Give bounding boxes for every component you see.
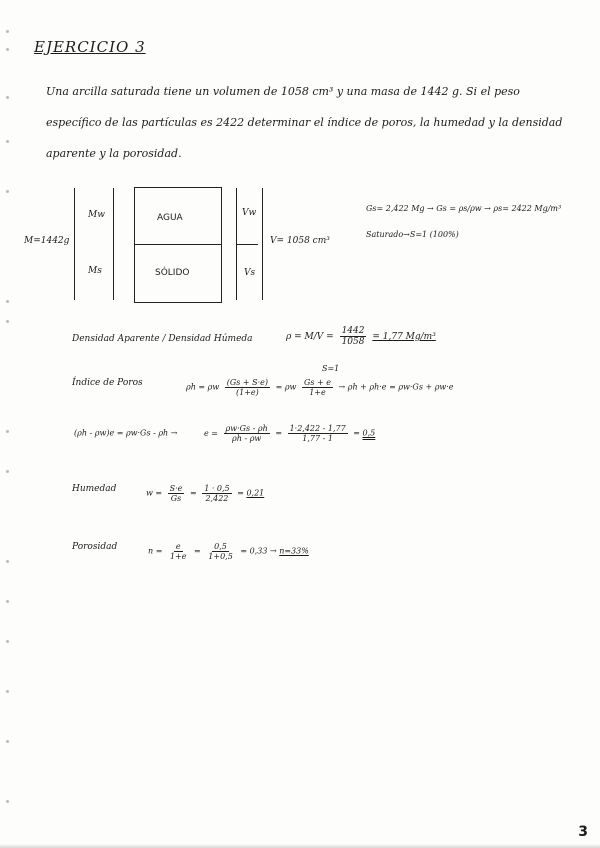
ms-label: Ms: [88, 266, 102, 276]
humidity-label: Humedad: [72, 484, 117, 494]
density-lhs: ρ = M/V =: [286, 332, 334, 342]
void-ratio-equation-1: [186, 378, 454, 397]
void-ratio-expr3: → ρh + ρh·e = ρw·Gs + ρw·e: [338, 382, 454, 392]
void-ratio-equation-2: (ρh - ρw)e = ρw·Gs - ρh → e = $\frac{\rho w\cdot Gs - \rho h}{\rho h - \rho w}$ = $\frac{1\cdot 2,422 - 1,77}{1,77 - 1}$ = 0,5: [74, 424, 376, 443]
void-ratio-result: 0,5: [362, 428, 376, 438]
void-ratio-expr2: = ρw: [275, 382, 297, 392]
phase-box: [134, 187, 222, 303]
solid-phase-label: SÓLIDO: [155, 268, 190, 278]
humidity-result: 0,21: [246, 488, 265, 498]
density-equation: [286, 326, 436, 347]
humidity-frac2-num: 1 · 0,5: [204, 484, 230, 493]
porosity-equation: n = $\frac{e}{1+e}$ = $\frac{0,5}{1+0,5}$ = 0,33 → n=33%: [148, 542, 309, 561]
humidity-frac1-den: Gs: [170, 494, 182, 503]
void-ratio-line2-lhs: (ρh - ρw)e = ρw·Gs - ρh →: [74, 428, 178, 438]
vw-label: Vw: [242, 208, 257, 218]
void-ratio-label: Índice de Poros: [72, 378, 143, 388]
void-ratio-line2-mid: e =: [204, 428, 218, 438]
page-number: 3: [578, 824, 588, 840]
problem-line-2: específico de las partículas es 2422 determinar el índice de poros, la humedad y la densidad: [46, 116, 563, 129]
humidity-lhs: w =: [146, 488, 163, 498]
void-ratio-frac1-num: (Gs + S·e): [226, 378, 269, 387]
density-numerator: 1442: [341, 326, 365, 336]
porosity-lhs: n =: [148, 546, 163, 556]
gs-equation: Gs= 2,422 Mg → Gs = ρs/ρw → ρs= 2422 Mg/m³: [366, 204, 562, 213]
density-label: Densidad Aparente / Densidad Húmeda: [72, 334, 253, 344]
water-phase-label: AGUA: [157, 213, 183, 223]
saturated-note: Saturado→S=1 (100%): [366, 230, 459, 239]
void-ratio-frac2-den: 1+e: [309, 388, 326, 397]
porosity-result: n=33%: [279, 546, 309, 556]
void-ratio-frac2-num: Gs + e: [303, 378, 331, 387]
total-volume-label: V= 1058 cm³: [270, 236, 330, 246]
problem-line-3: aparente y la porosidad.: [46, 147, 182, 160]
void-ratio-frac4-den: 1,77 - 1: [302, 434, 333, 443]
void-ratio-expr1: ρh = ρw: [186, 382, 220, 392]
humidity-equation: w = $\frac{S\cdot e}{Gs}$ = $\frac{1 \cdot 0,5}{2,422}$ = 0,21: [146, 484, 265, 503]
porosity-frac1-num: e: [175, 542, 181, 551]
void-ratio-frac4-num: 1·2,422 - 1,77: [289, 424, 346, 433]
porosity-frac2-num: 0,5: [214, 542, 227, 551]
volume-bracket-split: [236, 244, 258, 245]
problem-line-1: Una arcilla saturada tiene un volumen de 1058 cm³ y una masa de 1442 g. Si el peso: [46, 85, 520, 98]
void-ratio-frac3-den: ρh - ρw: [232, 434, 262, 443]
porosity-frac2-den: 1+0,5: [208, 552, 233, 561]
density-denominator: 1058: [341, 337, 365, 347]
scan-edge: [0, 844, 600, 848]
mw-label: Mw: [88, 210, 105, 220]
porosity-label: Porosidad: [72, 542, 118, 552]
mass-bracket-outer: [74, 188, 75, 300]
porosity-frac1-den: 1+e: [169, 552, 187, 561]
mass-total-label: M=1442g: [24, 236, 70, 246]
exercise-title: EJERCICIO 3: [34, 38, 146, 56]
density-result: = 1,77 Mg/m³: [372, 332, 436, 342]
saturation-annotation: S=1: [322, 364, 340, 373]
porosity-mid: = 0,33 →: [240, 546, 277, 556]
humidity-frac1-num: S·e: [169, 484, 183, 493]
void-ratio-frac1-den: (1+e): [236, 388, 259, 397]
phase-divider: [134, 244, 222, 245]
volume-bracket-outer: [262, 188, 263, 300]
vs-label: Vs: [244, 268, 256, 278]
void-ratio-frac3-num: ρw·Gs - ρh: [225, 424, 268, 433]
mass-bracket-inner: [113, 188, 114, 300]
humidity-frac2-den: 2,422: [205, 494, 229, 503]
